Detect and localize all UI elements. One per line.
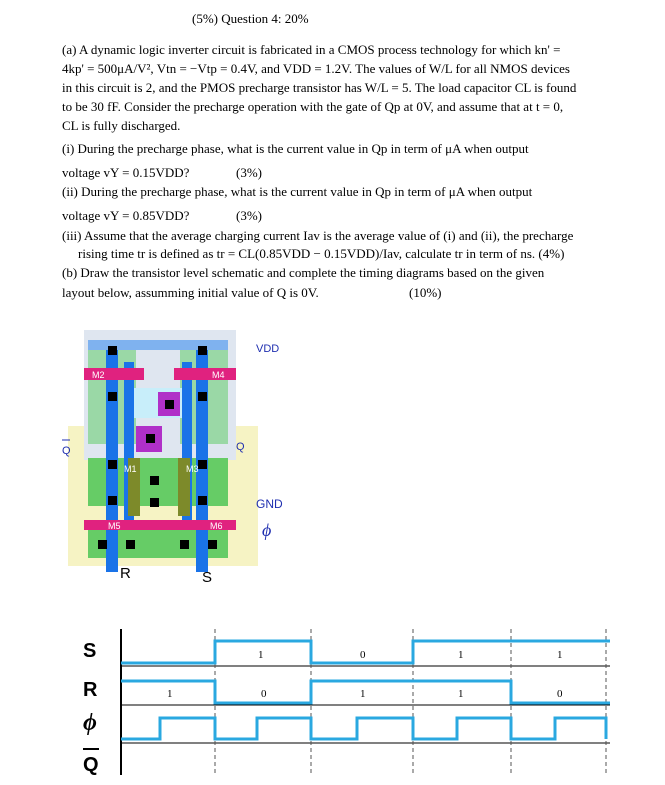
label-m4: M4 (212, 370, 225, 380)
wave-s (121, 641, 610, 663)
poly-m4 (174, 368, 236, 380)
signal-label-s: S (83, 640, 97, 662)
r-value: 1 (360, 688, 366, 700)
contact (198, 496, 207, 505)
r-value: 0 (261, 688, 267, 700)
part-b-weight: (10%) (409, 285, 442, 300)
contact (198, 346, 207, 355)
wave-r (121, 681, 610, 703)
label-phi: ϕ (262, 520, 272, 540)
wave-phi (121, 718, 606, 739)
label-m1: M1 (124, 464, 137, 474)
part-a-line-1: (a) A dynamic logic inverter circuit is fabricated in a CMOS process technology for which kn' = (62, 42, 561, 57)
label-m2: M2 (92, 370, 105, 380)
part-iii-line-1: (iii) Assume that the average charging current Iav is the average value of (i) and (ii), the precharge (62, 228, 574, 243)
label-gnd: GND (256, 497, 283, 511)
part-a-line-4: to be 30 fF. Consider the precharge operation with the gate of Qp at 0V, and assume that at t = 0, (62, 99, 564, 114)
label-m3: M3 (186, 464, 199, 474)
contact (198, 460, 207, 469)
part-i-weight: (3%) (236, 165, 262, 180)
contact (98, 540, 107, 549)
label-m5: M5 (108, 521, 121, 531)
question-title: (5%) Question 4: 20% (192, 11, 309, 26)
timing-diagram (65, 615, 625, 775)
r-value: 1 (458, 688, 464, 700)
signal-label-phi: ϕ (83, 710, 97, 736)
part-ii-line-1: (ii) During the precharge phase, what is the current value in Qp in term of μA when output (62, 184, 533, 199)
s-value: 1 (258, 649, 264, 661)
part-ii-weight: (3%) (236, 208, 262, 223)
s-value: 1 (557, 649, 563, 661)
part-a-line-2: 4kp' = 500μA/V², Vtn = −Vtp = 0.4V, and VDD = 1.2V. The values of W/L for all NMOS devices (62, 61, 570, 76)
contact (108, 392, 117, 401)
r-value: 0 (557, 688, 563, 700)
label-vdd: VDD (256, 343, 280, 355)
part-i-line-1: (i) During the precharge phase, what is the current value in Qp in term of μA when output (62, 141, 529, 156)
contact (150, 498, 159, 507)
s-value: 1 (458, 649, 464, 661)
contact (146, 434, 155, 443)
contact (108, 496, 117, 505)
s-value: 0 (360, 649, 366, 661)
contact (198, 392, 207, 401)
contact (180, 540, 189, 549)
signal-label-qbar: Q (83, 754, 99, 775)
signal-label-r: R (83, 679, 98, 701)
layout-figure (50, 326, 310, 586)
contact (150, 476, 159, 485)
part-b-line-2: layout below, assumming initial value of Q is 0V. (62, 285, 319, 300)
contact (165, 400, 174, 409)
label-m6: M6 (210, 521, 223, 531)
label-r: R (120, 565, 131, 582)
part-a-line-3: in this circuit is 2, and the PMOS precharge transistor has W/L = 5. The load capacitor CL is found (62, 80, 577, 95)
label-q: Q (236, 441, 245, 453)
r-value: 1 (167, 688, 173, 700)
contact (108, 346, 117, 355)
part-iii-line-2: rising time tr is defined as tr = CL(0.85VDD − 0.15VDD)/Iav, calculate tr in term of ns. (4%) (78, 246, 565, 261)
contact (208, 540, 217, 549)
part-a-line-5: CL is fully discharged. (62, 118, 181, 133)
contact (126, 540, 135, 549)
part-ii-line-2: voltage vY = 0.85VDD? (62, 208, 190, 223)
label-qbar: Q (62, 445, 71, 457)
part-b-line-1: (b) Draw the transistor level schematic and complete the timing diagrams based on the given (62, 265, 545, 280)
contact (108, 460, 117, 469)
label-s: S (202, 569, 213, 586)
part-i-line-2: voltage vY = 0.15VDD? (62, 165, 190, 180)
